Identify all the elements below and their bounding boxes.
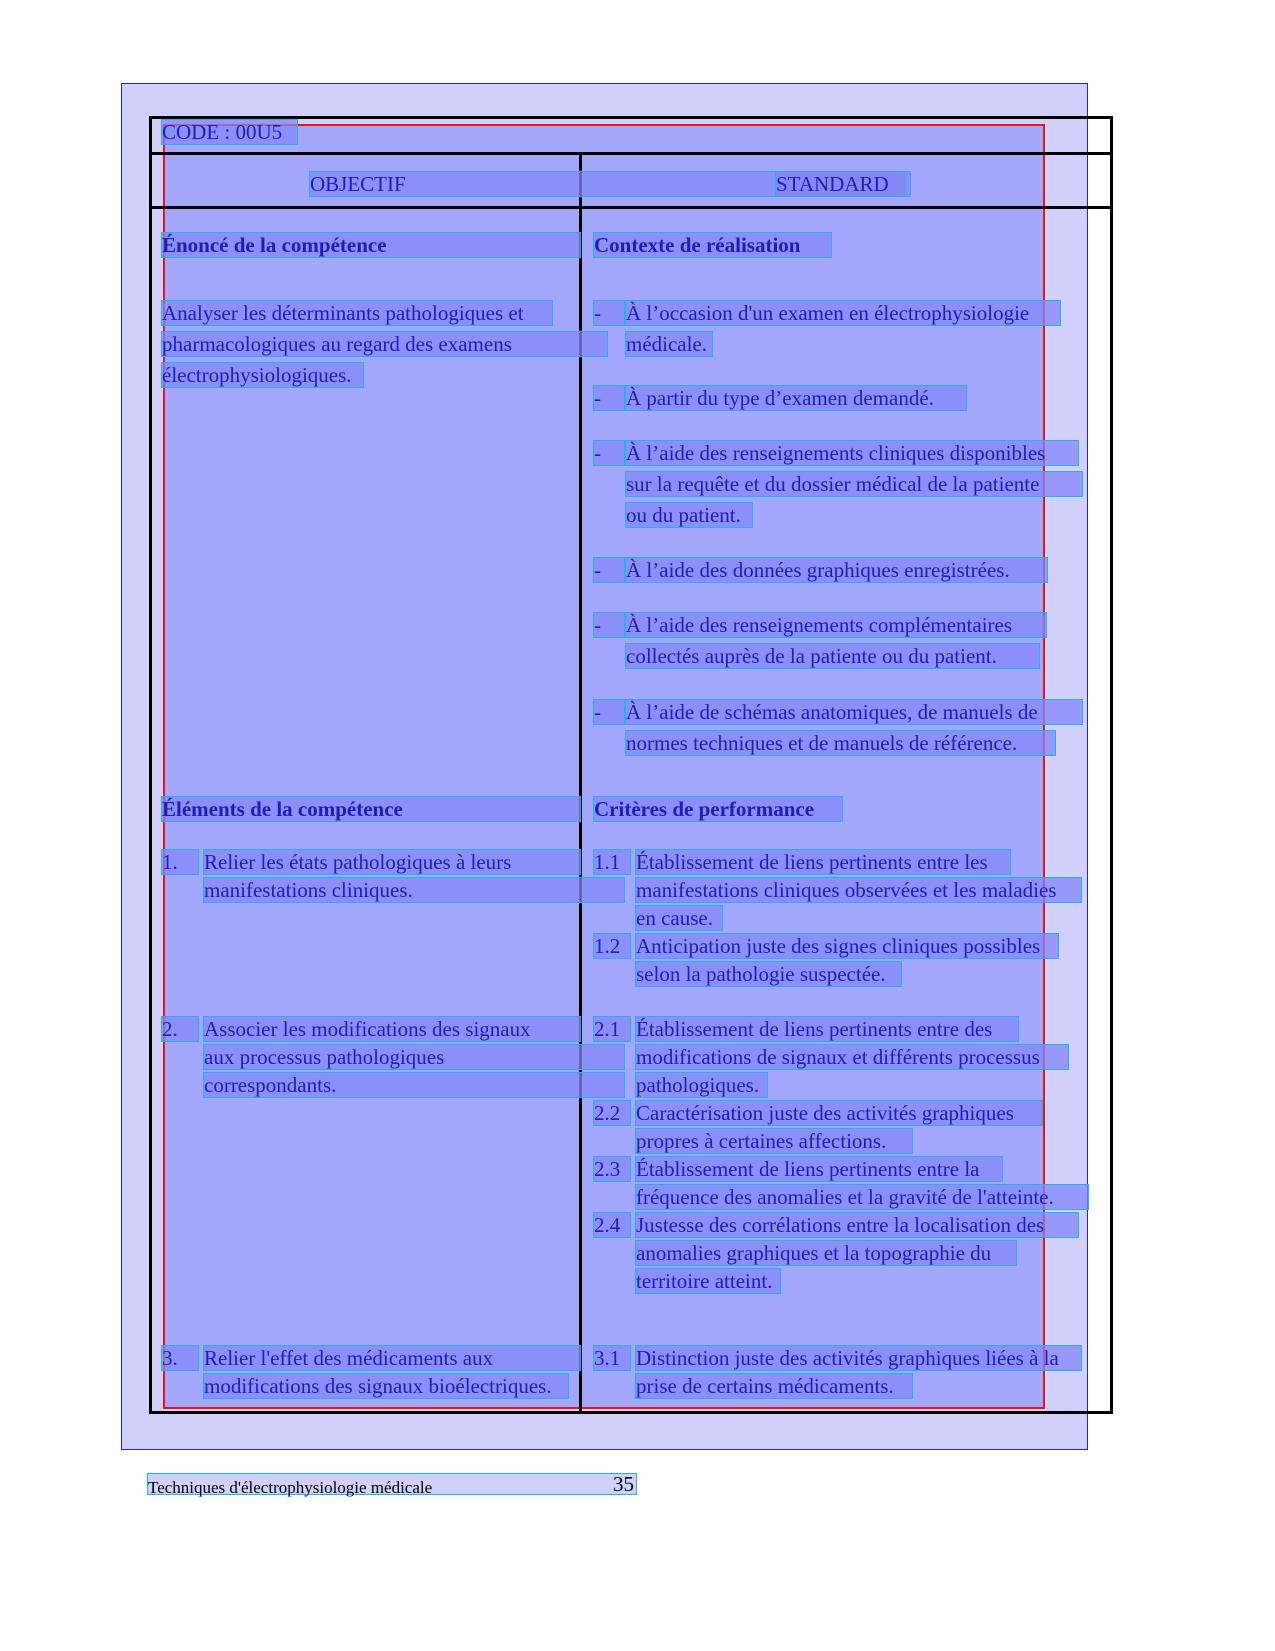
element-number: 3. bbox=[162, 1346, 198, 1370]
element-line: Relier l'effet des médicaments aux bbox=[204, 1346, 580, 1370]
contexte-line: À l’aide de schémas anatomiques, de manuels de bbox=[626, 700, 1082, 724]
contexte-line: ou du patient. bbox=[626, 503, 752, 527]
table-border-top bbox=[149, 116, 1113, 119]
header-row-divider bbox=[149, 206, 1113, 209]
elements-title: Éléments de la compétence bbox=[162, 797, 580, 821]
standard-header: STANDARD bbox=[776, 172, 904, 196]
contexte-bullet: - bbox=[594, 441, 624, 465]
critere-line: Établissement de liens pertinents entre la bbox=[636, 1157, 1002, 1181]
code-row-divider bbox=[149, 152, 1113, 155]
page-number: 35 bbox=[613, 1472, 634, 1496]
code-label: CODE : 00U5 bbox=[162, 120, 297, 144]
critere-number: 3.1 bbox=[594, 1346, 630, 1370]
critere-line: Caractérisation juste des activités graphiques bbox=[636, 1101, 1042, 1125]
contexte-line: À l’aide des renseignements complémentaires bbox=[626, 613, 1046, 637]
enonce-line: Analyser les déterminants pathologiques et bbox=[162, 301, 552, 325]
element-line: aux processus pathologiques bbox=[204, 1045, 624, 1069]
element-line: Associer les modifications des signaux bbox=[204, 1017, 580, 1041]
objectif-header: OBJECTIF bbox=[310, 172, 910, 196]
critere-line: Établissement de liens pertinents entre les bbox=[636, 850, 1010, 874]
critere-line: en cause. bbox=[636, 906, 722, 930]
critere-line: fréquence des anomalies et la gravité de l'atteinte. bbox=[636, 1185, 1088, 1209]
element-line: correspondants. bbox=[204, 1073, 624, 1097]
critere-line: Établissement de liens pertinents entre des bbox=[636, 1017, 1018, 1041]
critere-line: propres à certaines affections. bbox=[636, 1129, 912, 1153]
critere-number: 2.2 bbox=[594, 1101, 630, 1125]
critere-line: Justesse des corrélations entre la localisation des bbox=[636, 1213, 1078, 1237]
contexte-bullet: - bbox=[594, 700, 624, 724]
critere-line: territoire atteint. bbox=[636, 1269, 780, 1293]
critere-line: Distinction juste des activités graphiques liées à la bbox=[636, 1346, 1081, 1370]
contexte-bullet: - bbox=[594, 301, 624, 325]
table-border-bottom bbox=[149, 1411, 1113, 1414]
table-border-right bbox=[1110, 116, 1113, 1414]
contexte-line: sur la requête et du dossier médical de la patiente bbox=[626, 472, 1082, 496]
element-line: manifestations cliniques. bbox=[204, 878, 624, 902]
contexte-line: collectés auprès de la patiente ou du patient. bbox=[626, 644, 1039, 668]
contexte-line: normes techniques et de manuels de référence. bbox=[626, 731, 1055, 755]
critere-line: selon la pathologie suspectée. bbox=[636, 962, 901, 986]
critere-number: 1.1 bbox=[594, 850, 630, 874]
contexte-bullet: - bbox=[594, 386, 624, 410]
contexte-bullet: - bbox=[594, 613, 624, 637]
element-line: modifications des signaux bioélectriques. bbox=[204, 1374, 568, 1398]
criteres-title: Critères de performance bbox=[594, 797, 842, 821]
critere-line: anomalies graphiques et la topographie du bbox=[636, 1241, 1016, 1265]
contexte-line: médicale. bbox=[626, 332, 712, 356]
critere-line: manifestations cliniques observées et les maladies bbox=[636, 878, 1081, 902]
contexte-line: À partir du type d’examen demandé. bbox=[626, 386, 966, 410]
critere-number: 2.3 bbox=[594, 1157, 630, 1181]
critere-number: 2.1 bbox=[594, 1017, 630, 1041]
element-line: Relier les états pathologiques à leurs bbox=[204, 850, 580, 874]
enonce-line: pharmacologiques au regard des examens bbox=[162, 332, 607, 356]
critere-line: prise de certains médicaments. bbox=[636, 1374, 912, 1398]
contexte-line: À l’aide des données graphiques enregistrées. bbox=[626, 558, 1047, 582]
critere-number: 2.4 bbox=[594, 1213, 630, 1237]
critere-line: modifications de signaux et différents processus bbox=[636, 1045, 1068, 1069]
contexte-title: Contexte de réalisation bbox=[594, 233, 831, 257]
contexte-bullet: - bbox=[594, 558, 624, 582]
critere-line: pathologiques. bbox=[636, 1073, 767, 1097]
element-number: 2. bbox=[162, 1017, 198, 1041]
enonce-title: Énoncé de la compétence bbox=[162, 233, 580, 257]
critere-number: 1.2 bbox=[594, 934, 630, 958]
footer-title: Techniques d'électrophysiologie médicale bbox=[148, 1478, 433, 1497]
contexte-line: À l’aide des renseignements cliniques disponibles bbox=[626, 441, 1078, 465]
enonce-line: électrophysiologiques. bbox=[162, 363, 363, 387]
contexte-line: À l’occasion d'un examen en électrophysiologie bbox=[626, 301, 1060, 325]
element-number: 1. bbox=[162, 850, 198, 874]
critere-line: Anticipation juste des signes cliniques possibles bbox=[636, 934, 1058, 958]
table-border-left bbox=[149, 116, 152, 1414]
